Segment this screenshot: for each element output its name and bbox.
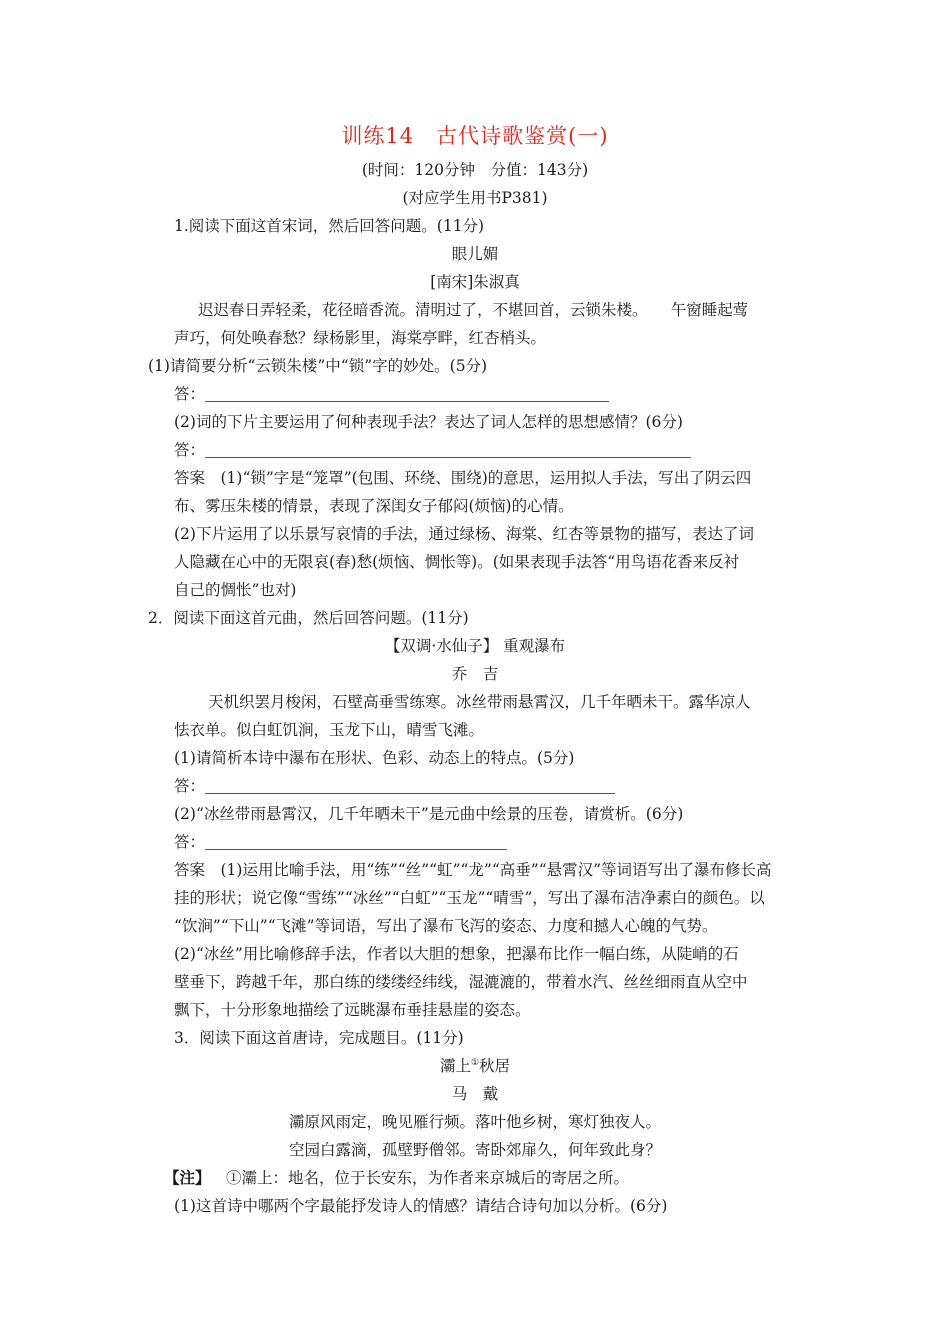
answer-blank bbox=[205, 387, 609, 402]
q3-poem-title bbox=[0, 1056, 950, 1076]
q2-subquestion-1: (1)请简析本诗中瀑布在形状、色彩、动态上的特点。(5分) bbox=[174, 749, 575, 767]
q1-poem-author: [南宋]朱淑真 bbox=[430, 273, 520, 291]
note-label: 【注】 bbox=[164, 1168, 211, 1187]
answer-blank bbox=[205, 779, 615, 794]
source-note: (对应学生用书P381) bbox=[402, 189, 548, 207]
answer-label: 答： bbox=[174, 833, 206, 851]
q1-answer-field-2 bbox=[174, 440, 691, 460]
q2-poem-line: 天机织罢月梭闲，石壁高垂雪练寒。冰丝带雨悬霄汉，几千年晒未干。露华凉人 bbox=[208, 693, 751, 711]
q3-poem-line: 灞原风雨定，晚见雁行频。落叶他乡树，寒灯独夜人。 bbox=[288, 1113, 661, 1131]
q3-poem-author: 马 戴 bbox=[451, 1085, 499, 1103]
q3-poem-title-part: 秋居 bbox=[479, 1057, 511, 1075]
q1-answer-text: (2)下片运用了以乐景写哀情的手法，通过绿杨、海棠、红杏等景物的描写，表达了词 bbox=[174, 525, 754, 543]
q1-answer-text: 人隐藏在心中的无限哀(春)愁(烦恼、惆怅等)。(如果表现手法答“用鸟语花香来反衬 bbox=[174, 553, 740, 571]
note-text: ①灞上：地名，位于长安东，为作者来京城后的寄居之所。 bbox=[226, 1169, 630, 1187]
q1-poem-title: 眼儿媚 bbox=[451, 245, 499, 263]
q3-footnote bbox=[164, 1168, 629, 1188]
q1-subquestion-1: (1)请简要分析“云锁朱楼”中“锁”字的妙处。(5分) bbox=[148, 357, 488, 375]
q2-poem-line: 怯衣单。似白虹饥涧，玉龙下山，晴雪飞滩。 bbox=[174, 721, 485, 739]
q2-answer-field-2 bbox=[174, 832, 507, 852]
q2-answer-field-1 bbox=[174, 776, 615, 796]
q2-answer-text: 壁垂下，跨越千年，那白练的缕缕经纬线，湿漉漉的，带着水汽、丝丝细雨直从空中 bbox=[174, 973, 748, 991]
q3-subquestion-1: (1)这首诗中哪两个字最能抒发诗人的情感？请结合诗句加以分析。(6分) bbox=[174, 1197, 668, 1215]
answer-blank bbox=[205, 835, 507, 850]
q1-answer-text: 答案 (1)“锁”字是“笼罩”(包围、环绕、围绕)的意思，运用拟人手法，写出了阴云四 bbox=[174, 469, 752, 487]
answer-label: 答： bbox=[174, 777, 206, 795]
q2-answer-text: 答案 (1)运用比喻手法，用“练”“丝”“虹”“龙”“高垂”“悬霄汉”等词语写出了瀑布修长高 bbox=[174, 861, 772, 879]
q1-prompt: 1.阅读下面这首宋词，然后回答问题。(11分) bbox=[174, 217, 485, 235]
q2-answer-text: (2)“冰丝”用比喻修辞手法，作者以大胆的想象，把瀑布比作一幅白练，从陡峭的石 bbox=[174, 945, 739, 963]
q1-answer-text: 自己的惆怅”也对) bbox=[174, 581, 297, 599]
q2-poem-author: 乔 吉 bbox=[451, 665, 499, 683]
q3-poem-title-part: 灞上 bbox=[439, 1057, 471, 1075]
q1-poem-line: 声巧，何处唤春愁？绿杨影里，海棠亭畔，红杏梢头。 bbox=[174, 329, 547, 347]
page-title: 训练14 古代诗歌鉴赏(一) bbox=[341, 124, 609, 148]
exam-meta: (时间：120分钟 分值：143分) bbox=[361, 161, 589, 179]
q1-poem-line: 迟迟春日弄轻柔，花径暗香流。清明过了，不堪回首，云锁朱楼。 午窗睡起莺 bbox=[198, 301, 749, 319]
answer-label: 答： bbox=[174, 441, 206, 459]
answer-label: 答： bbox=[174, 385, 206, 403]
q2-answer-text: 挂的形状；说它像“雪练”“冰丝”“白虹”“玉龙”“晴雪”，写出了瀑布洁净素白的颜色。以 bbox=[174, 889, 765, 907]
q3-poem-line: 空园白露滴，孤壁野僧邻。寄卧郊扉久，何年致此身？ bbox=[288, 1141, 661, 1159]
q2-poem-title: 【双调·水仙子】 重观瀑布 bbox=[384, 637, 566, 655]
q1-answer-field-1 bbox=[174, 384, 609, 404]
q1-subquestion-2: (2)词的下片主要运用了何种表现手法？表达了词人怎样的思想感情？(6分) bbox=[174, 413, 683, 431]
q2-subquestion-2: (2)“冰丝带雨悬霄汉，几千年晒未干”是元曲中绘景的压卷，请赏析。(6分) bbox=[174, 805, 684, 823]
q3-prompt: 3．阅读下面这首唐诗，完成题目。(11分) bbox=[174, 1029, 464, 1047]
footnote-marker: ① bbox=[470, 1057, 480, 1068]
answer-blank bbox=[205, 443, 691, 458]
q2-answer-text: “饮涧”“下山”“飞滩”等词语，写出了瀑布飞泻的姿态、力度和撼人心魄的气势。 bbox=[174, 917, 718, 935]
q2-prompt: 2．阅读下面这首元曲，然后回答问题。(11分) bbox=[148, 609, 469, 627]
q2-answer-text: 飘下，十分形象地描绘了远眺瀑布垂挂悬崖的姿态。 bbox=[174, 1001, 531, 1019]
q1-answer-text: 布、雾压朱楼的情景，表现了深闺女子郁闷(烦恼)的心情。 bbox=[174, 497, 574, 515]
